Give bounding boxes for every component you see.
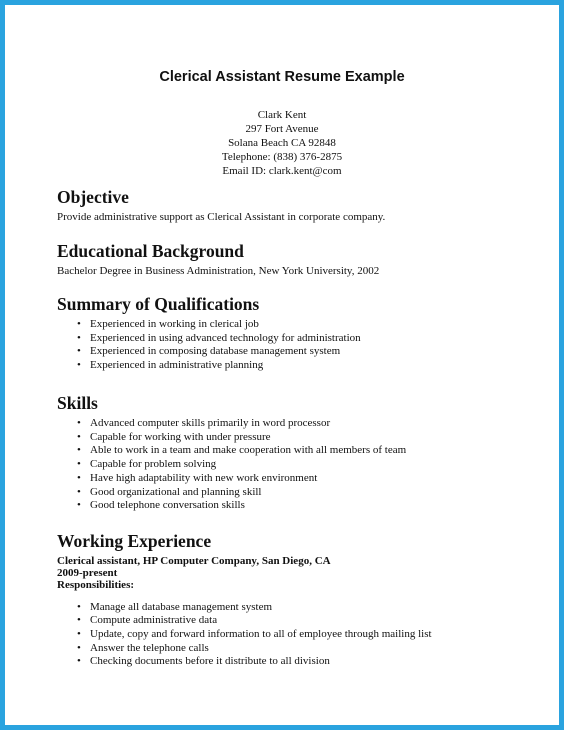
responsibilities-list [57, 601, 539, 670]
responsibility-item: • Checking documents before it distribute to all division [57, 655, 539, 669]
document-title: Clerical Assistant Resume Example [159, 69, 405, 85]
skill-item: • Able to work in a team and make cooperation with all members of team [57, 444, 539, 458]
objective-heading: Objective [57, 187, 129, 207]
skill-item: • Good telephone conversation skills [57, 499, 539, 513]
skills-section [57, 393, 539, 513]
responsibility-item: • Compute administrative data [57, 614, 539, 628]
skill-item: • Capable for working with under pressure [57, 431, 539, 445]
contact-block [5, 108, 559, 178]
experience-section [57, 531, 539, 669]
contact-street: 297 Fort Avenue [245, 123, 319, 135]
contact-name: Clark Kent [257, 109, 307, 121]
contact-telephone: Telephone: (838) 376-2875 [221, 151, 343, 163]
qualifications-section [57, 294, 539, 373]
skill-item: • Good organizational and planning skill [57, 486, 539, 500]
objective-text: Provide administrative support as Clerical Assistant in corporate company. [57, 211, 386, 223]
qualification-item: • Experienced in using advanced technology for administration [57, 332, 539, 346]
qualifications-heading: Summary of Qualifications [57, 294, 260, 314]
education-section [57, 241, 539, 278]
education-text: Bachelor Degree in Business Administration, New York University, 2002 [57, 265, 380, 277]
job-position: Clerical assistant, HP Computer Company, San Diego, CA [57, 555, 331, 567]
skill-item: • Advanced computer skills primarily in word processor [57, 417, 539, 431]
responsibility-item: • Answer the telephone calls [57, 642, 539, 656]
skill-item: • Have high adaptability with new work environment [57, 472, 539, 486]
qualifications-list [57, 318, 539, 373]
skills-heading: Skills [57, 393, 98, 413]
responsibility-item: • Update, copy and forward information to all of employee through mailing list [57, 628, 539, 642]
qualification-item: • Experienced in composing database management system [57, 345, 539, 359]
experience-heading: Working Experience [57, 531, 212, 551]
responsibilities-label: Responsibilities: [57, 579, 135, 592]
responsibility-item: • Manage all database management system [57, 601, 539, 615]
contact-email: Email ID: clark.kent@com [222, 165, 342, 177]
job-period: 2009-present [57, 567, 118, 580]
skills-list [57, 417, 539, 513]
objective-section [57, 187, 539, 224]
qualification-item: • Experienced in administrative planning [57, 359, 539, 373]
job-entry [57, 555, 539, 592]
qualification-item: • Experienced in working in clerical job [57, 318, 539, 332]
contact-city: Solana Beach CA 92848 [228, 137, 336, 149]
skill-item: • Capable for problem solving [57, 458, 539, 472]
education-heading: Educational Background [57, 241, 244, 261]
